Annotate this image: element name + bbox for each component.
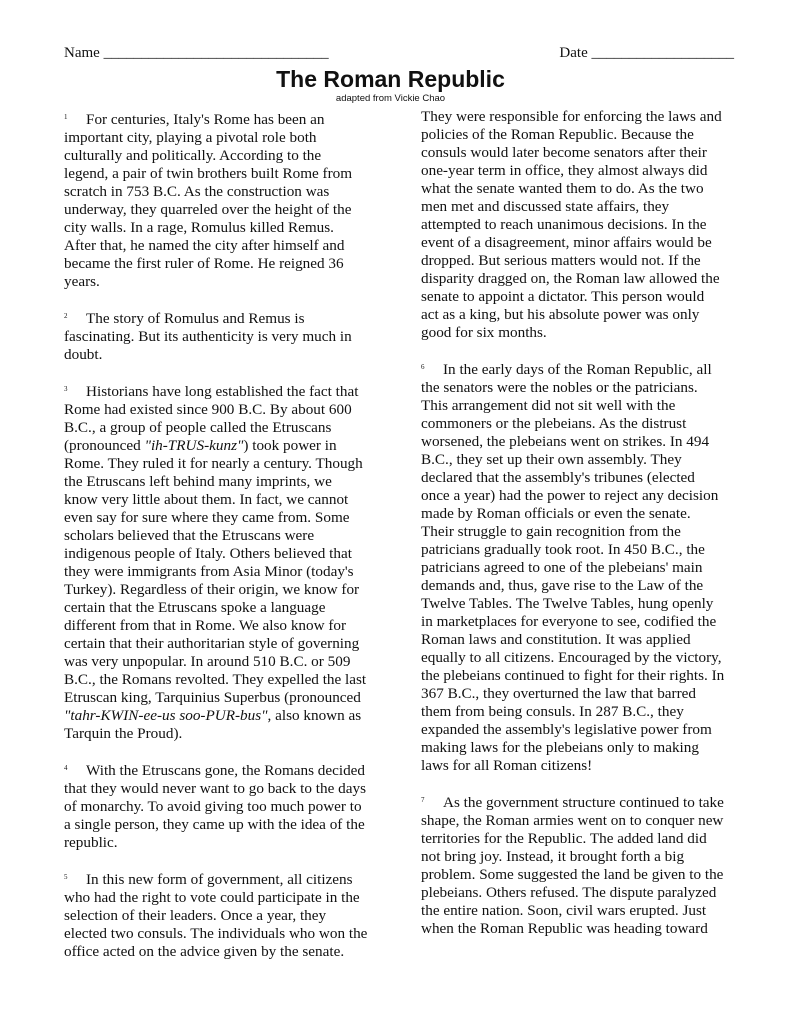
text-segment: became the first ruler of Rome. He reigned 36 — [64, 255, 344, 272]
text-segment: After that, he named the city after himself and — [64, 237, 345, 254]
pronunciation-text: "tahr-KWIN-ee-us soo-PUR-bus" — [64, 707, 268, 724]
text-line — [64, 925, 374, 943]
text-segment: republic. — [64, 834, 118, 851]
text-line — [64, 581, 374, 599]
text-line — [64, 725, 374, 743]
text-segment: men met and discussed state affairs, they — [421, 198, 670, 215]
paragraph — [64, 759, 374, 852]
text-segment: With the Etruscans gone, the Romans decided — [86, 762, 366, 779]
text-line — [421, 559, 733, 577]
text-segment: legend, a pair of twin brothers built Rome from — [64, 165, 353, 182]
text-segment: In the early days of the Roman Republic, all — [443, 361, 712, 378]
paragraph — [64, 307, 374, 364]
text-segment: (pronounced — [64, 437, 145, 454]
text-line — [64, 599, 374, 617]
text-segment: certain that the Etruscans spoke a language — [64, 599, 326, 616]
text-line — [64, 707, 374, 725]
text-segment: once a year) had the power to reject any decision — [421, 487, 719, 504]
text-segment: declared that the assembly's tribunes (elected — [421, 469, 695, 486]
text-segment: was very unpopular. In around 510 B.C. or 509 — [64, 653, 351, 670]
text-segment: Rome had existed since 900 B.C. By about 600 — [64, 401, 352, 418]
text-line — [421, 577, 733, 595]
text-segment: commoners or the plebeians. As the distrust — [421, 415, 687, 432]
text-line — [64, 183, 374, 201]
text-line — [421, 198, 733, 216]
paragraph-number: 5 — [64, 873, 68, 881]
paragraph-number: 6 — [421, 363, 425, 371]
text-line — [64, 509, 374, 527]
text-line — [421, 613, 733, 631]
text-segment: Rome. They ruled it for nearly a century. Though — [64, 455, 363, 472]
text-line — [421, 685, 733, 703]
text-segment: good for six months. — [421, 324, 547, 341]
text-segment: laws for all Roman citizens! — [421, 757, 593, 774]
text-line — [421, 144, 733, 162]
text-line — [64, 798, 374, 816]
text-segment: years. — [64, 273, 100, 290]
text-line — [64, 419, 374, 437]
text-segment: indigenous people of Italy. Others believed that — [64, 545, 352, 562]
text-segment: ) took power in — [243, 437, 337, 454]
text-line — [64, 868, 374, 889]
text-line — [64, 273, 374, 291]
text-segment: For centuries, Italy's Rome has been an — [86, 111, 325, 128]
text-line — [421, 595, 733, 613]
text-line — [421, 505, 733, 523]
text-segment: demands and, thus, gave rise to the Law of the — [421, 577, 704, 594]
text-line — [64, 129, 374, 147]
text-line — [421, 108, 733, 126]
text-line — [421, 541, 733, 559]
text-line — [64, 889, 374, 907]
text-segment: important city, playing a pivotal role both — [64, 129, 317, 146]
text-segment: attempted to reach unanimous decisions. In the — [421, 216, 707, 233]
text-line — [64, 473, 374, 491]
text-segment: The story of Romulus and Remus is — [86, 310, 305, 327]
text-line — [64, 527, 374, 545]
paragraph — [64, 380, 374, 743]
text-line — [421, 379, 733, 397]
text-segment: what the senate wanted them to do. As the two — [421, 180, 704, 197]
text-segment: expanded the assembly's legislative power from — [421, 721, 712, 738]
paragraph — [64, 108, 374, 291]
text-line — [64, 834, 374, 852]
paragraph-number: 3 — [64, 385, 68, 393]
text-line — [64, 617, 374, 635]
text-line — [64, 437, 374, 455]
text-line — [64, 759, 374, 780]
text-segment: the senators were the nobles or the patricians. — [421, 379, 698, 396]
paragraph — [421, 358, 733, 775]
text-segment: plebeians. Others refused. The dispute paralyzed — [421, 884, 717, 901]
text-segment: B.C., the Romans revolted. They expelled the last — [64, 671, 367, 688]
text-segment: B.C., a group of people called the Etruscans — [64, 419, 332, 436]
text-line — [421, 216, 733, 234]
text-segment: the plebeians continued to fight for their rights. In — [421, 667, 725, 684]
text-segment: even say for sure where they came from. Some — [64, 509, 350, 526]
text-line — [421, 487, 733, 505]
text-line — [421, 812, 733, 830]
text-segment: territories for the Republic. The added land did — [421, 830, 707, 847]
paragraph-number: 4 — [64, 764, 68, 772]
text-line — [421, 270, 733, 288]
left-column — [64, 108, 374, 977]
text-line — [64, 401, 374, 419]
text-line — [64, 346, 374, 364]
text-line — [421, 884, 733, 902]
paragraph — [421, 108, 733, 342]
text-segment: the Etruscans left behind many imprints, we — [64, 473, 332, 490]
text-segment: dropped. But serious matters would not. If the — [421, 252, 701, 269]
text-segment: Historians have long established the fact that — [86, 383, 359, 400]
text-line — [64, 307, 374, 328]
text-line — [64, 147, 374, 165]
text-segment: Turkey). Regardless of their origin, we know for — [64, 581, 360, 598]
text-line — [64, 653, 374, 671]
text-segment: equally to all citizens. Encouraged by the victory, — [421, 649, 722, 666]
text-line — [421, 920, 733, 938]
page-subtitle: adapted from Vickie Chao — [335, 93, 446, 104]
text-segment: , also known as — [267, 707, 362, 724]
text-line — [421, 757, 733, 775]
text-line — [421, 667, 733, 685]
paragraph-number: 7 — [421, 796, 425, 804]
text-line — [421, 234, 733, 252]
text-segment: certain that their authoritarian style of governing — [64, 635, 360, 652]
text-segment: scholars believed that the Etruscans were — [64, 527, 315, 544]
text-segment: event of a disagreement, minor affairs would be — [421, 234, 712, 251]
text-segment: in marketplaces for everyone to see, codified the — [421, 613, 717, 630]
text-segment: different from that in Rome. We also know for — [64, 617, 347, 634]
name-field-label: Name ______________________________ — [64, 45, 329, 61]
text-line — [64, 563, 374, 581]
text-segment: They were responsible for enforcing the laws and — [421, 108, 722, 125]
text-segment: underway, they quarreled over the height of the — [64, 201, 352, 218]
text-segment: patricians gradually took root. In 450 B.C., the — [421, 541, 705, 558]
text-line — [421, 739, 733, 757]
text-line — [64, 491, 374, 509]
page-title: The Roman Republic — [276, 66, 505, 92]
text-segment: senate to appoint a dictator. This person would — [421, 288, 705, 305]
text-segment: patricians agreed to one of the plebeians' main — [421, 559, 703, 576]
text-segment: a single person, they came up with the idea of the — [64, 816, 365, 833]
text-segment: Twelve Tables. The Twelve Tables, hung openly — [421, 595, 714, 612]
text-segment: they were immigrants from Asia Minor (today's — [64, 563, 354, 580]
text-line — [421, 126, 733, 144]
text-segment: doubt. — [64, 346, 103, 363]
text-segment: office acted on the advice given by the senate. — [64, 943, 345, 960]
text-segment: In this new form of government, all citizens — [86, 871, 353, 888]
text-line — [421, 721, 733, 739]
text-segment: of monarchy. To avoid giving too much power to — [64, 798, 362, 815]
text-line — [421, 306, 733, 324]
text-segment: them from being consuls. In 287 B.C., they — [421, 703, 684, 720]
text-segment: Roman laws and constitution. It was applied — [421, 631, 691, 648]
text-line — [64, 816, 374, 834]
text-segment: city walls. In a rage, Romulus killed Remus. — [64, 219, 334, 236]
text-line — [64, 219, 374, 237]
text-segment: making laws for the plebeians only to making — [421, 739, 699, 756]
text-line — [64, 380, 374, 401]
pronunciation-text: "ih-TRUS-kunz" — [144, 437, 244, 454]
text-line — [421, 288, 733, 306]
text-line — [64, 255, 374, 273]
text-segment: B.C., they set up their own assembly. They — [421, 451, 682, 468]
text-segment: consuls would later become senators after their — [421, 144, 707, 161]
text-segment: Tarquin the Proud). — [64, 725, 183, 742]
text-segment: who had the right to vote could participate in the — [64, 889, 360, 906]
paragraph — [64, 868, 374, 961]
text-segment: elected two consuls. The individuals who won the — [64, 925, 368, 942]
text-segment: 367 B.C., they overturned the law that barred — [421, 685, 696, 702]
text-segment: Etruscan king, Tarquinius Superbus (pronounced — [64, 689, 361, 706]
text-line — [64, 635, 374, 653]
text-segment: know very little about them. In fact, we cannot — [64, 491, 349, 508]
text-line — [421, 324, 733, 342]
text-segment: disparity dragged on, the Roman law allowed the — [421, 270, 720, 287]
text-segment: scratch in 753 B.C. As the construction was — [64, 183, 330, 200]
text-segment: worsened, the plebeians went on strikes. In 494 — [421, 433, 710, 450]
text-line — [64, 943, 374, 961]
text-segment: that they would never want to go back to the days — [64, 780, 366, 797]
right-column — [421, 108, 733, 954]
text-line — [421, 902, 733, 920]
text-line — [421, 649, 733, 667]
text-line — [421, 162, 733, 180]
text-segment: fascinating. But its authenticity is very much in — [64, 328, 352, 345]
date-field-label: Date ___________________ — [559, 45, 734, 61]
text-segment: problem. Some suggested the land be given to the — [421, 866, 724, 883]
text-segment: As the government structure continued to take — [443, 794, 724, 811]
paragraph — [421, 791, 733, 938]
text-line — [421, 830, 733, 848]
header-row — [64, 44, 734, 62]
text-line — [64, 780, 374, 798]
paragraph-number: 1 — [64, 113, 68, 121]
text-segment: the entire nation. Soon, civil wars erupted. Just — [421, 902, 707, 919]
text-line — [64, 108, 374, 129]
text-segment: when the Roman Republic was heading toward — [421, 920, 708, 937]
text-line — [421, 523, 733, 541]
text-line — [421, 866, 733, 884]
text-segment: culturally and politically. According to the — [64, 147, 322, 164]
text-segment: act as a king, but his absolute power was only — [421, 306, 700, 323]
text-line — [421, 433, 733, 451]
text-line — [64, 455, 374, 473]
text-segment: not bring joy. Instead, it brought forth a big — [421, 848, 685, 865]
text-line — [421, 451, 733, 469]
text-line — [421, 252, 733, 270]
text-line — [64, 201, 374, 219]
text-line — [421, 631, 733, 649]
text-line — [64, 328, 374, 346]
text-segment: shape, the Roman armies went on to conquer new — [421, 812, 724, 829]
text-line — [421, 791, 733, 812]
text-line — [64, 545, 374, 563]
text-segment: selection of their leaders. Once a year, they — [64, 907, 327, 924]
text-line — [421, 848, 733, 866]
text-segment: Their struggle to gain recognition from the — [421, 523, 681, 540]
text-line — [64, 165, 374, 183]
paragraph-number: 2 — [64, 312, 68, 320]
text-line — [421, 180, 733, 198]
text-segment: policies of the Roman Republic. Because the — [421, 126, 694, 143]
text-line — [421, 397, 733, 415]
text-line — [421, 358, 733, 379]
text-line — [421, 703, 733, 721]
text-line — [64, 237, 374, 255]
text-segment: This arrangement did not sit well with the — [421, 397, 676, 414]
text-segment: one-year term in office, they almost always did — [421, 162, 708, 179]
text-line — [64, 907, 374, 925]
text-line — [421, 469, 733, 487]
text-line — [64, 689, 374, 707]
text-line — [421, 415, 733, 433]
text-segment: made by Roman officials or even the senate. — [421, 505, 691, 522]
text-line — [64, 671, 374, 689]
